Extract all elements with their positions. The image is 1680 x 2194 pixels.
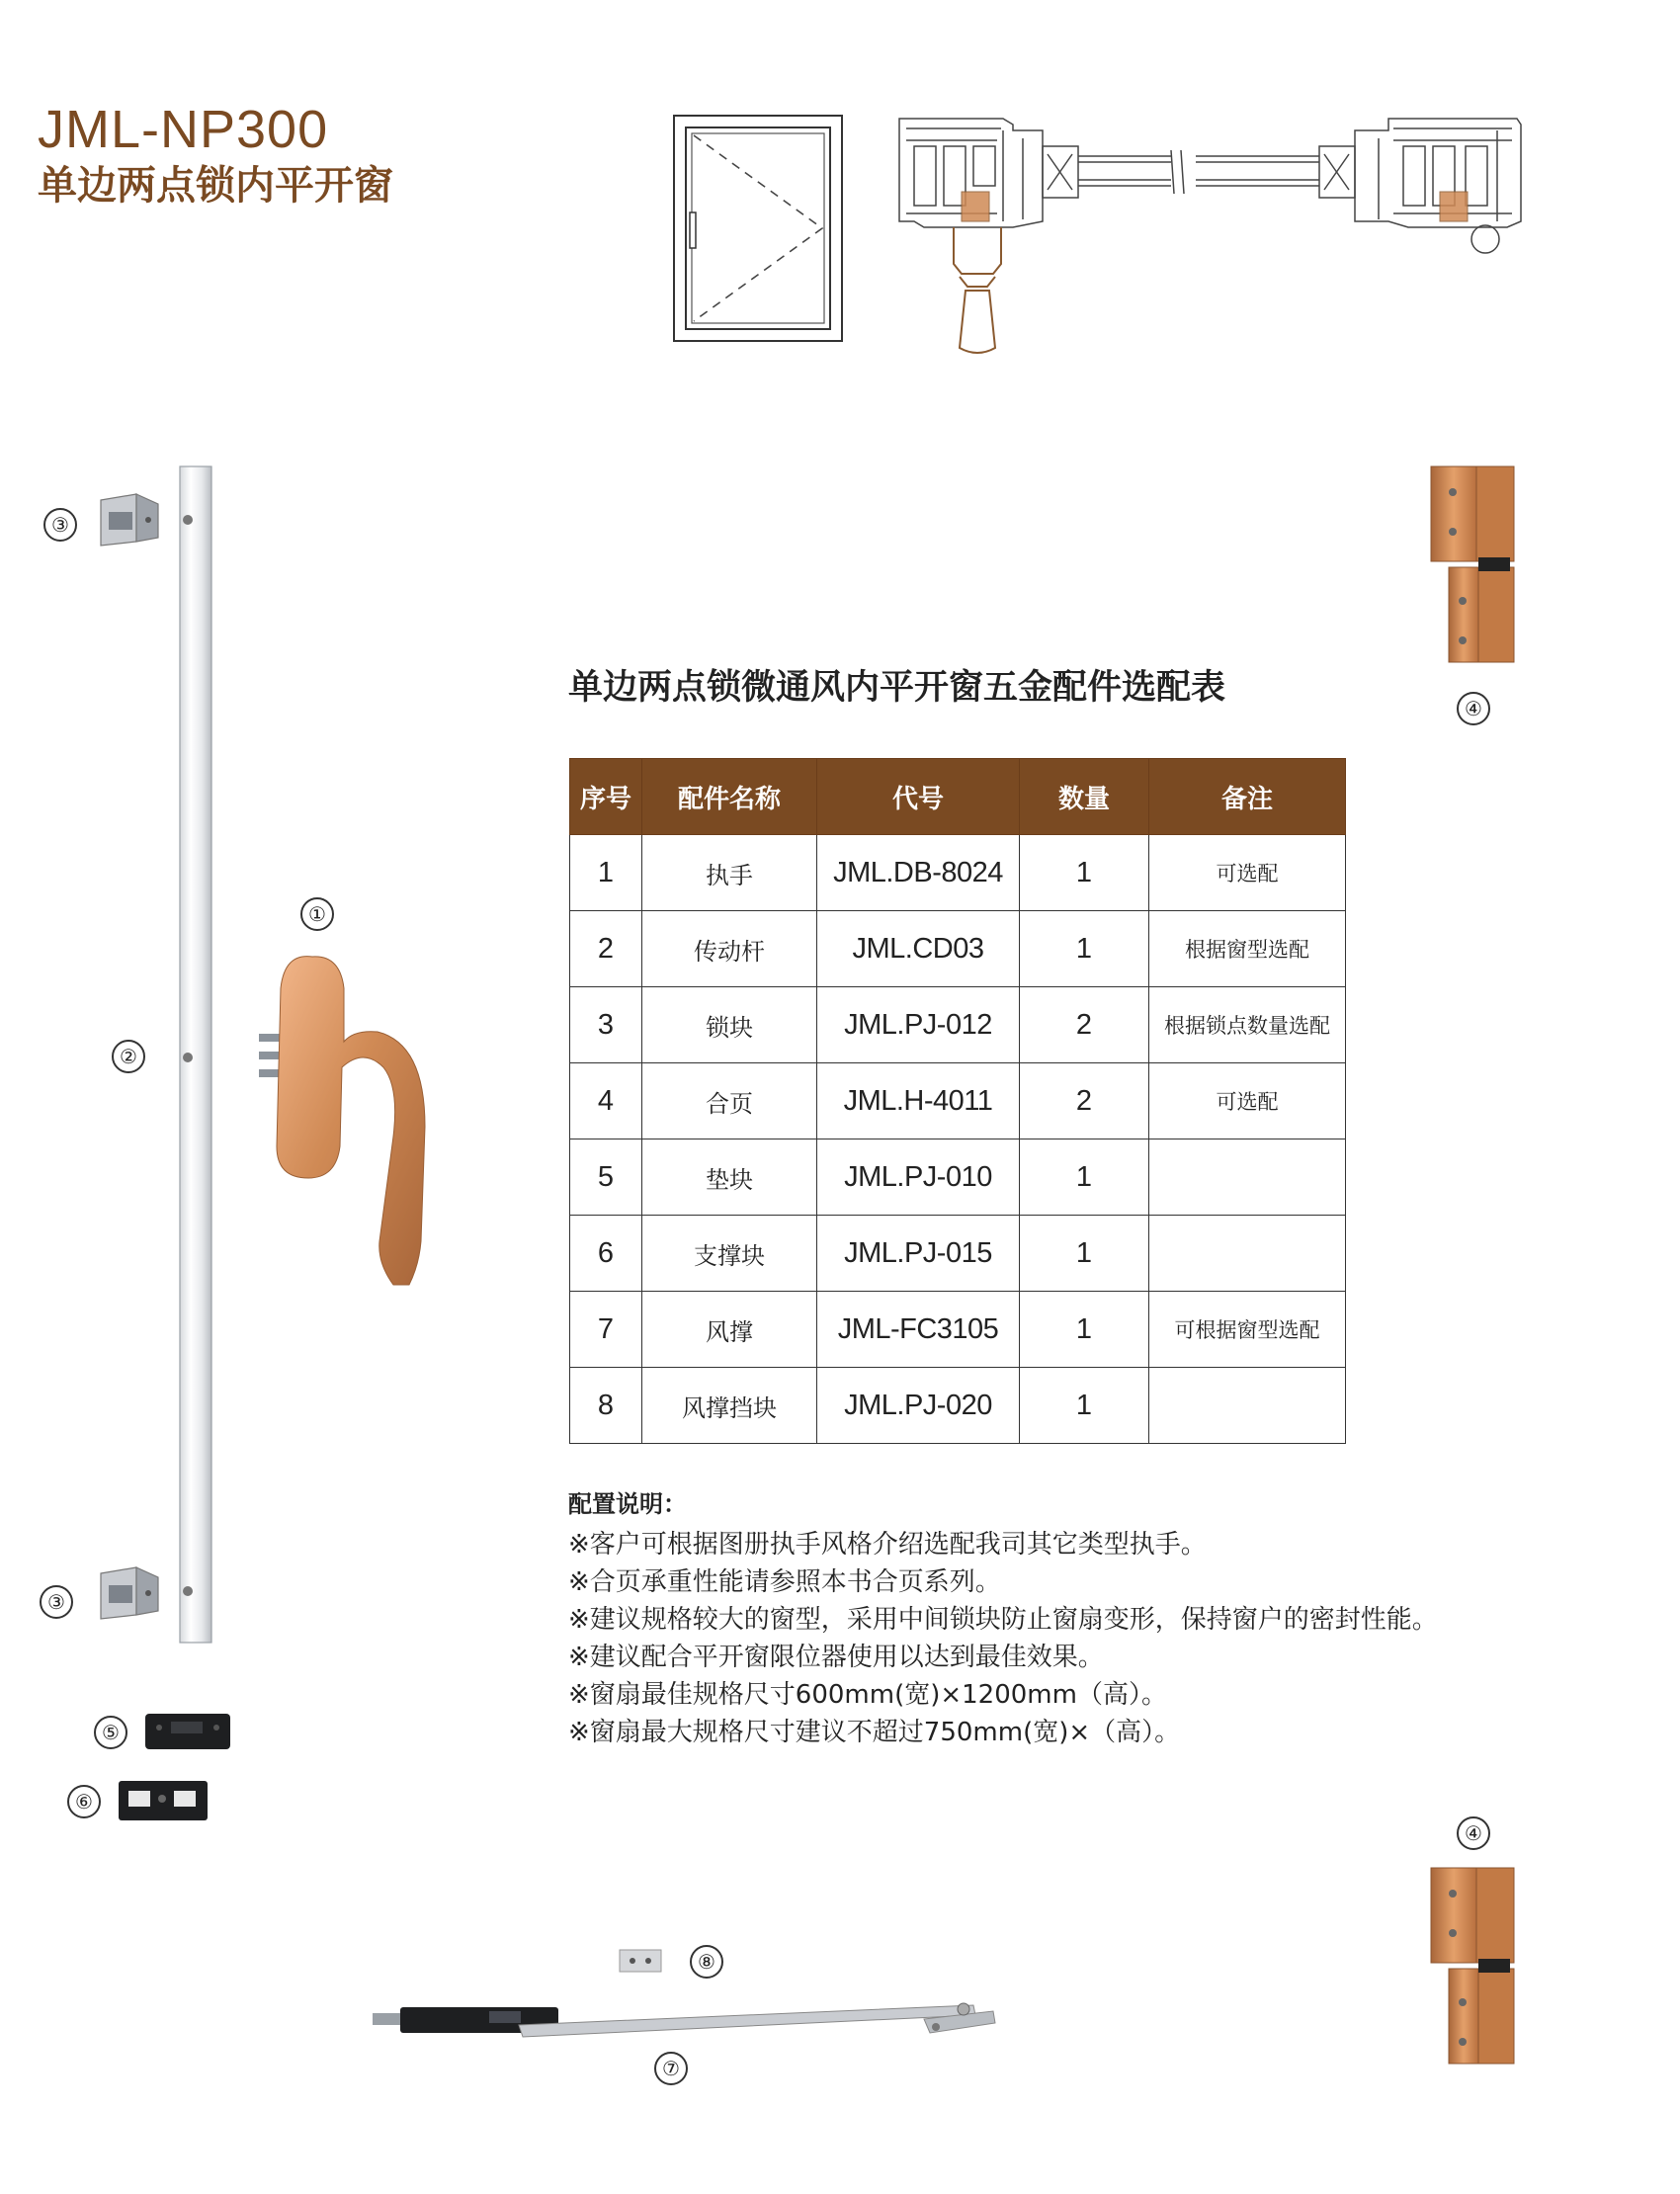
note-line-4: ※建议配合平开窗限位器使用以达到最佳效果。 (568, 1643, 1104, 1672)
transmission-rod (174, 464, 217, 1646)
callout-6: ⑥ (67, 1785, 101, 1818)
row-qty: 1 (1020, 1216, 1149, 1292)
table-row (570, 987, 1346, 1063)
spec-table (569, 758, 1346, 1444)
row-qty: 1 (1020, 1292, 1149, 1368)
row-name: 风撑挡块 (642, 1368, 817, 1444)
callout-7: ⑦ (654, 2052, 688, 2085)
lock-block-bottom (97, 1563, 164, 1625)
row-qty: 2 (1020, 987, 1149, 1063)
row-name: 传动杆 (642, 911, 817, 987)
spacer-block (143, 1710, 232, 1753)
hinge-bottom (1423, 1864, 1522, 2067)
row-note: 可根据窗型选配 (1149, 1292, 1346, 1368)
row-note: 可选配 (1149, 835, 1346, 911)
row-no: 6 (570, 1216, 642, 1292)
row-no: 2 (570, 911, 642, 987)
row-name: 合页 (642, 1063, 817, 1139)
friction-stay (371, 1991, 1003, 2051)
table-row (570, 911, 1346, 987)
row-qty: 1 (1020, 911, 1149, 987)
row-qty: 1 (1020, 1368, 1149, 1444)
row-name: 执手 (642, 835, 817, 911)
row-note: 根据窗型选配 (1149, 911, 1346, 987)
stay-stop-block (618, 1947, 663, 1975)
row-note (1149, 1139, 1346, 1216)
header-code: 代号 (817, 759, 1020, 835)
row-code: JML.PJ-010 (817, 1139, 1020, 1216)
callout-4-bottom: ④ (1457, 1816, 1490, 1850)
page-title: 单边两点锁内平开窗 (38, 163, 393, 209)
header-name: 配件名称 (642, 759, 817, 835)
window-elevation-diagram (672, 114, 850, 346)
row-note: 可选配 (1149, 1063, 1346, 1139)
note-line-2: ※合页承重性能请参照本书合页系列。 (568, 1567, 1001, 1597)
note-line-5: ※窗扇最佳规格尺寸600mm(宽)×1200mm（高）。 (568, 1680, 1167, 1710)
row-qty: 1 (1020, 1139, 1149, 1216)
row-qty: 1 (1020, 835, 1149, 911)
table-row (570, 1368, 1346, 1444)
row-code: JML.PJ-020 (817, 1368, 1020, 1444)
table-header-row (570, 759, 1346, 835)
table-row (570, 1063, 1346, 1139)
header-no: 序号 (570, 759, 642, 835)
row-code: JML.PJ-015 (817, 1216, 1020, 1292)
callout-1: ① (300, 897, 334, 931)
support-block (117, 1777, 210, 1824)
row-note (1149, 1216, 1346, 1292)
callout-8: ⑧ (690, 1945, 723, 1979)
row-no: 4 (570, 1063, 642, 1139)
callout-3-top: ③ (43, 508, 77, 542)
row-code: JML.DB-8024 (817, 835, 1020, 911)
row-code: JML.PJ-012 (817, 987, 1020, 1063)
table-row (570, 1292, 1346, 1368)
row-note (1149, 1368, 1346, 1444)
note-line-3: ※建议规格较大的窗型，采用中间锁块防止窗扇变形，保持窗户的密封性能。 (568, 1605, 1438, 1635)
callout-4-top: ④ (1457, 692, 1490, 725)
row-name: 垫块 (642, 1139, 817, 1216)
table-row (570, 835, 1346, 911)
lock-block-top (97, 490, 164, 551)
callout-2: ② (112, 1040, 145, 1073)
row-code: JML.H-4011 (817, 1063, 1020, 1139)
table-row (570, 1216, 1346, 1292)
section-profile-diagram (894, 111, 1527, 358)
row-name: 锁块 (642, 987, 817, 1063)
header-qty: 数量 (1020, 759, 1149, 835)
row-code: JML-FC3105 (817, 1292, 1020, 1368)
model-code: JML-NP300 (38, 100, 329, 159)
header-note: 备注 (1149, 759, 1346, 835)
hinge-top (1423, 463, 1522, 666)
callout-3-bottom: ③ (40, 1585, 73, 1619)
row-name: 支撑块 (642, 1216, 817, 1292)
row-no: 3 (570, 987, 642, 1063)
table-heading: 单边两点锁微通风内平开窗五金配件选配表 (568, 668, 1226, 708)
copper-handle (255, 949, 431, 1295)
row-code: JML.CD03 (817, 911, 1020, 987)
row-no: 7 (570, 1292, 642, 1368)
row-note: 根据锁点数量选配 (1149, 987, 1346, 1063)
note-line-1: ※客户可根据图册执手风格介绍选配我司其它类型执手。 (568, 1530, 1207, 1560)
row-no: 5 (570, 1139, 642, 1216)
note-line-6: ※窗扇最大规格尺寸建议不超过750mm(宽)×（高）。 (568, 1718, 1181, 1747)
row-name: 风撑 (642, 1292, 817, 1368)
notes-title: 配置说明： (568, 1490, 687, 1518)
table-row (570, 1139, 1346, 1216)
row-no: 1 (570, 835, 642, 911)
row-qty: 2 (1020, 1063, 1149, 1139)
callout-5: ⑤ (94, 1716, 127, 1749)
row-no: 8 (570, 1368, 642, 1444)
